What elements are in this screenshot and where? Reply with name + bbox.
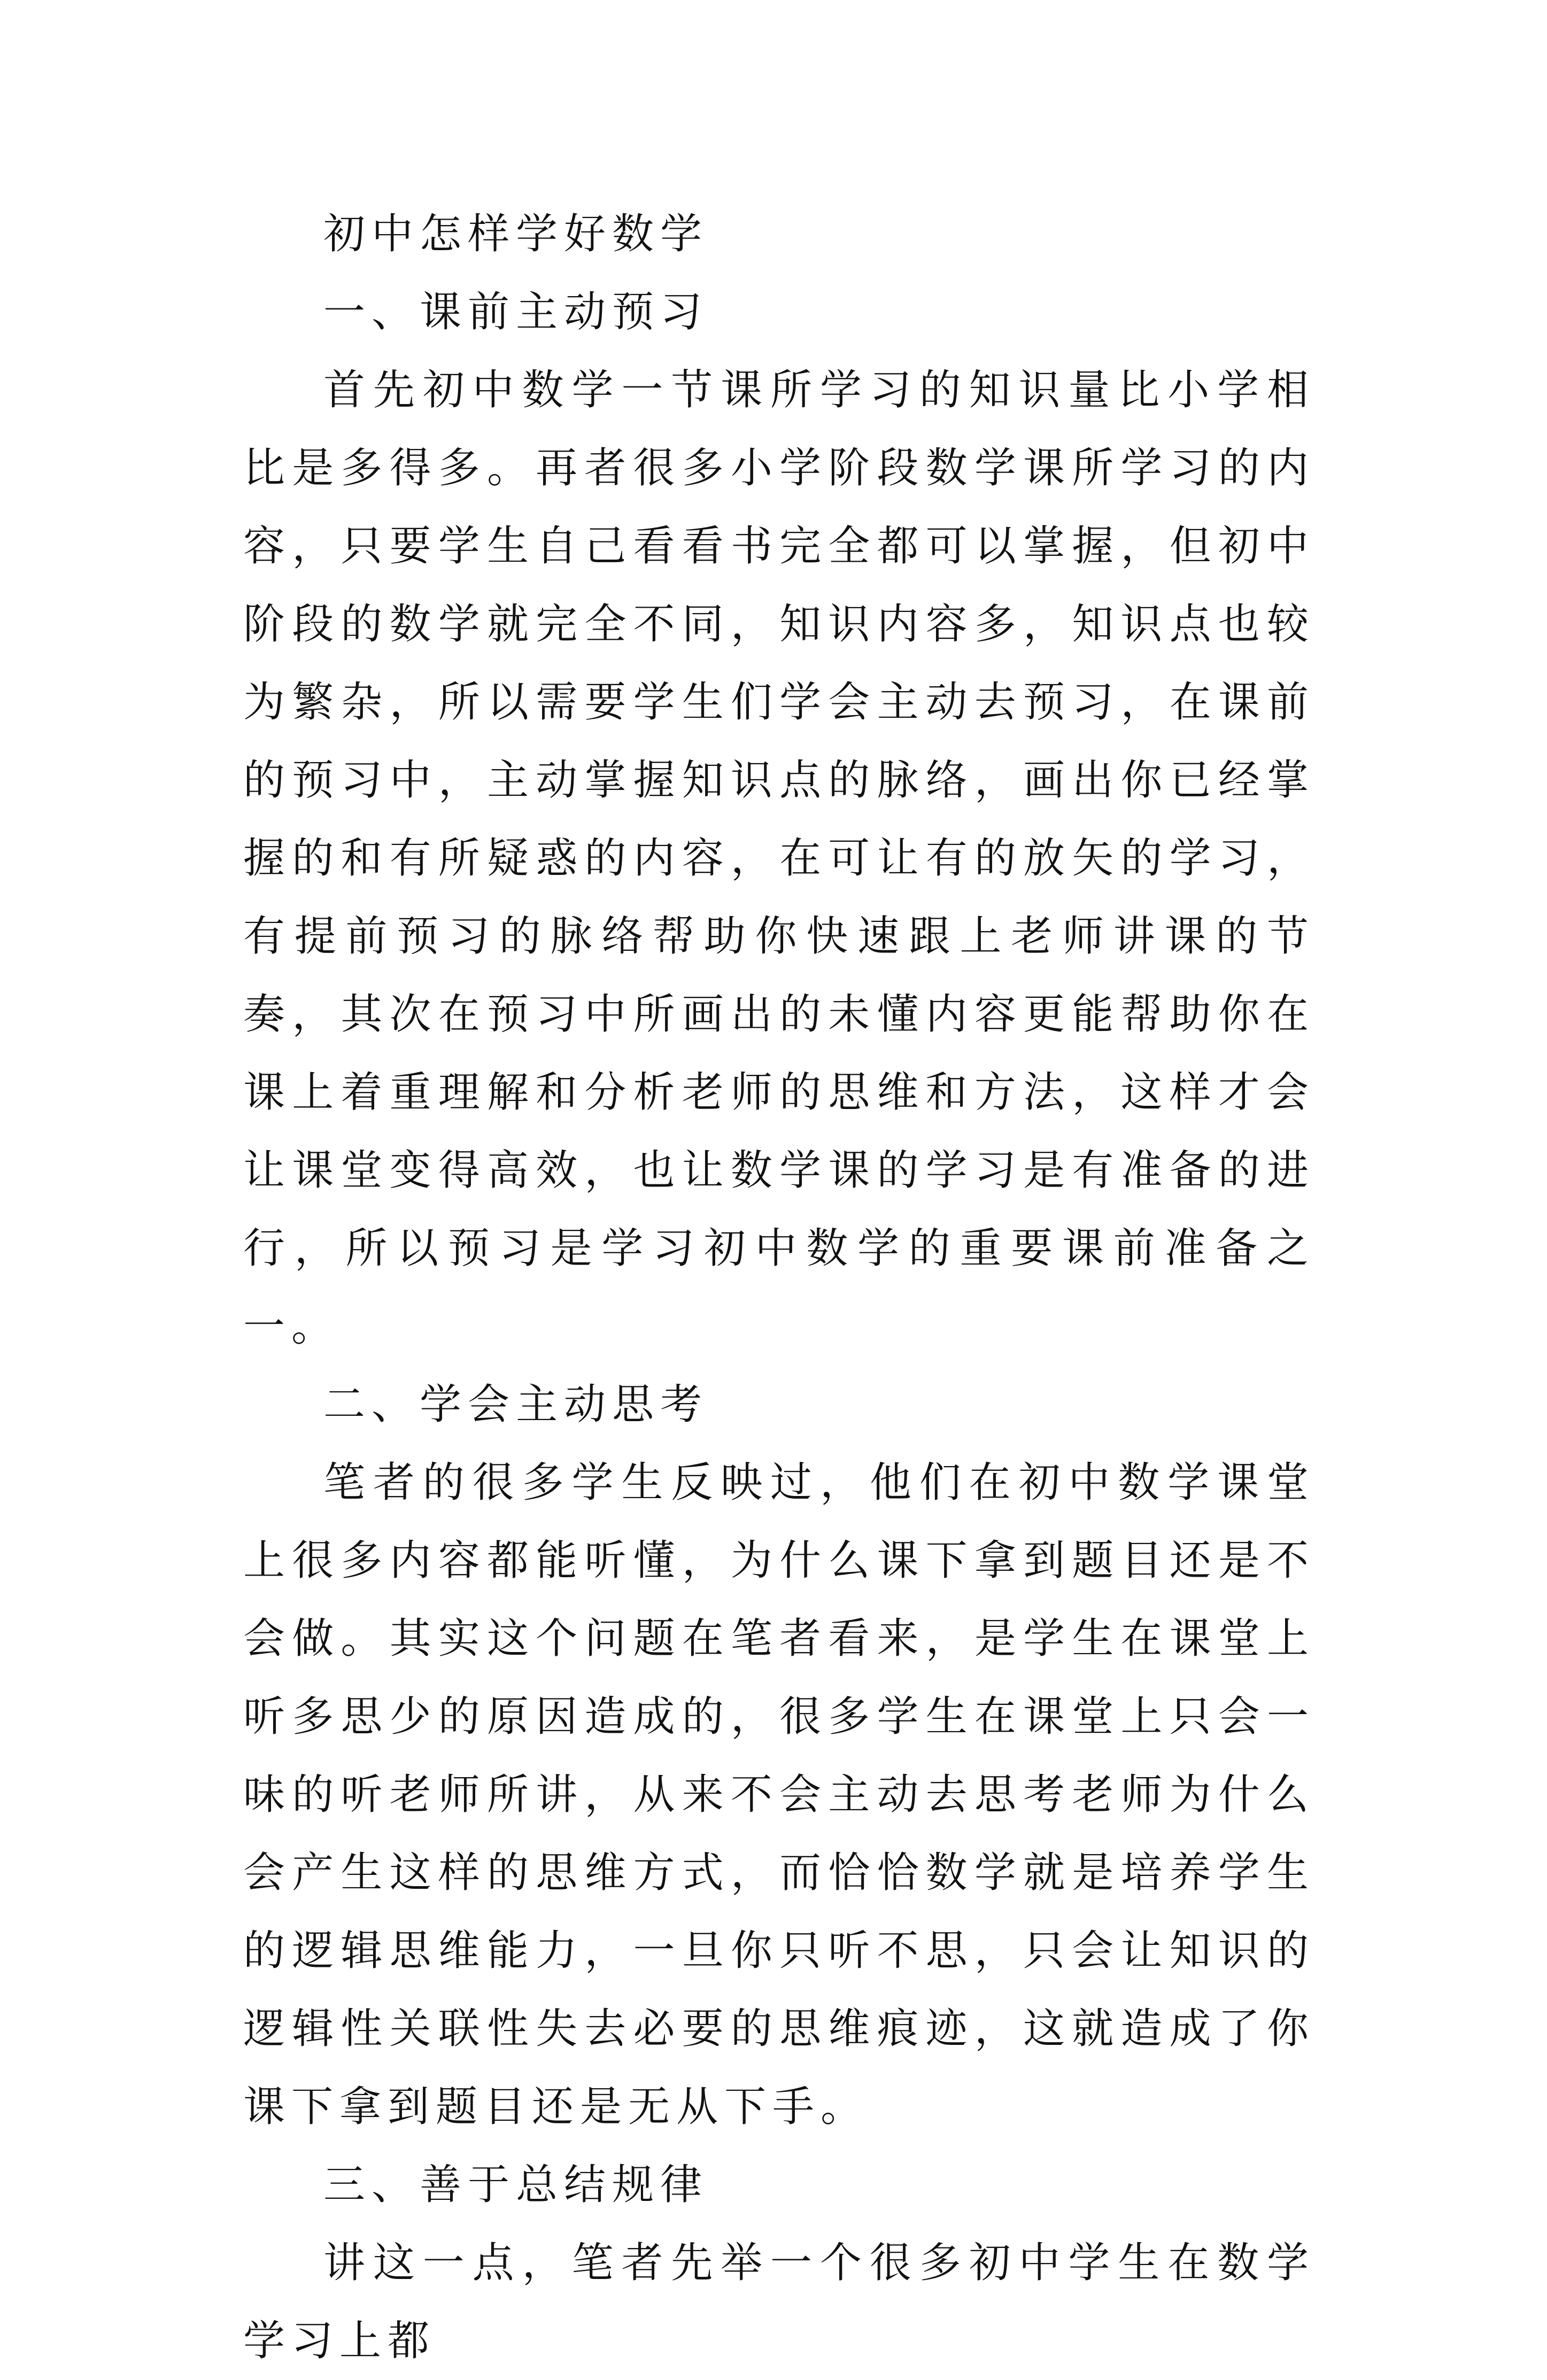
section-paragraph: 笔者的很多学生反映过，他们在初中数学课堂上很多内容都能听懂，为什么课下拿到题目还是不会做。其实这个问题在笔者看来，是学生在课堂上听多思少的原因造成的，很多学生在课堂上只会一味的听老师所讲，从来不会主动去思考老师为什么会产生这样的思维方式，而恰恰数学就是培养学生的逻辑思维能力，一旦你只听不思，只会让知识的逻辑性关联性失去必要的思维痕迹，这就造成了你课下拿到题目还是无从下手。	[243, 1459, 1315, 2131]
document-body	[243, 195, 1315, 2380]
section-paragraph: 首先初中数学一节课所学习的知识量比小学相比是多得多。再者很多小学阶段数学课所学习的内容，只要学生自己看看书完全都可以掌握，但初中阶段的数学就完全不同，知识内容多，知识点也较为繁杂，所以需要学生们学会主动去预习，在课前的预习中，主动掌握知识点的脉络，画出你已经掌握的和有所疑惑的内容，在可让有的放矢的学习，有提前预习的脉络帮助你快速跟上老师讲课的节奏，其次在预习中所画出的未懂内容更能帮助你在课上着重理解和分析老师的思维和方法，这样才会让课堂变得高效，也让数学课的学习是有准备的进行，所以预习是学习初中数学的重要课前准备之一。	[243, 366, 1315, 1351]
document-title: 初中怎样学好数学	[323, 210, 709, 258]
section-heading: 二、学会主动思考	[323, 1381, 709, 1429]
section-heading: 三、善于总结规律	[323, 2161, 709, 2209]
section-paragraph: 讲这一点，笔者先举一个很多初中学生在数学学习上都	[243, 2239, 1315, 2365]
section-heading: 一、课前主动预习	[323, 288, 709, 336]
